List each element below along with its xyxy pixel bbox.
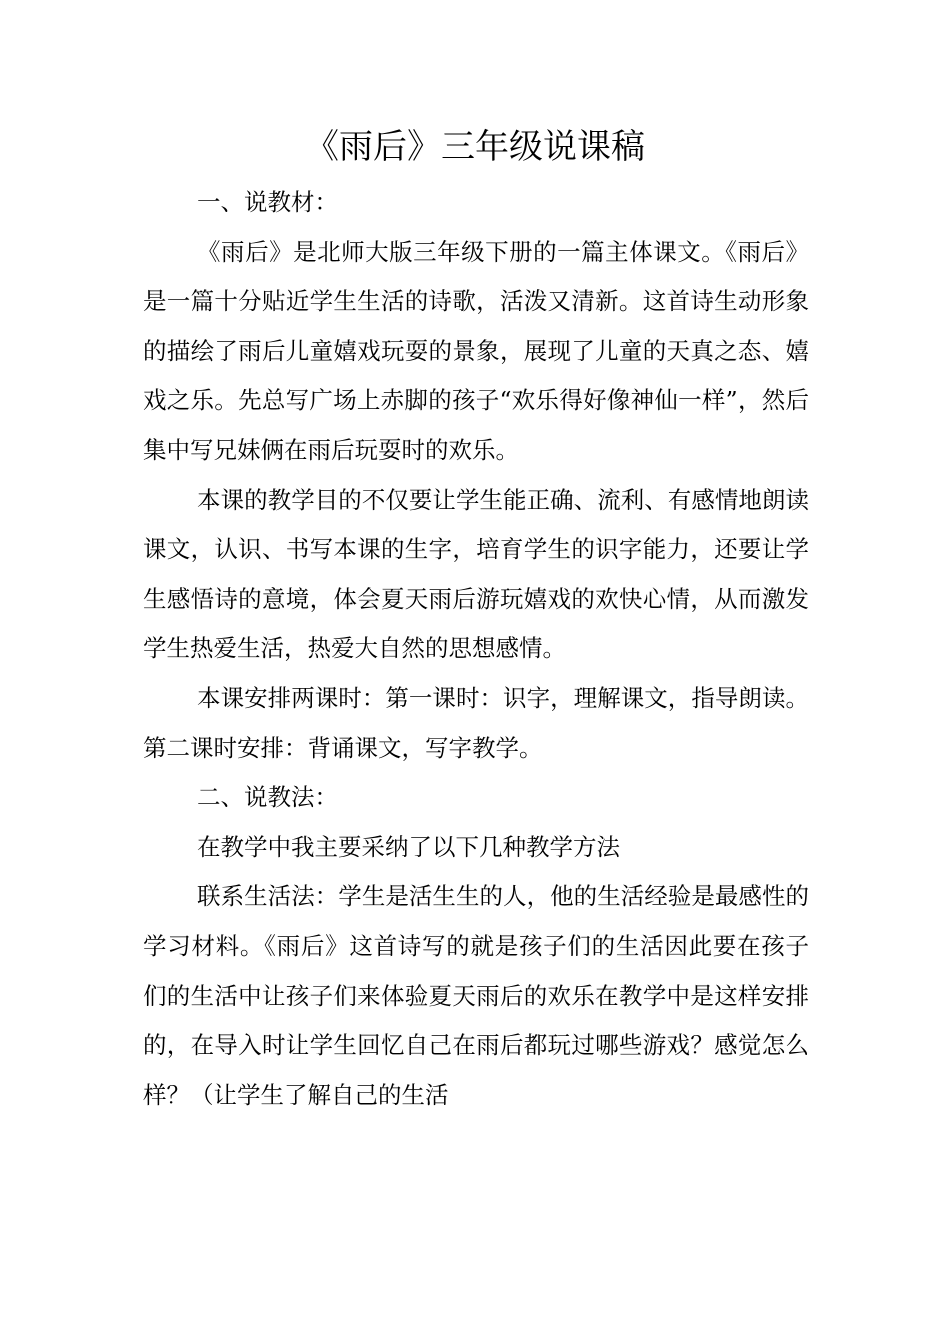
paragraph-text-intro: 《雨后》是北师大版三年级下册的一篇主体课文。《雨后》是一篇十分贴近学生生活的诗歌，活泼又清新。这首诗生动形象的描绘了雨后儿童嬉戏玩耍的景象，展现了儿童的天真之态、嬉戏之乐。先总写广场上赤脚的孩子“欢乐得好像神仙一样”，然后集中写兄妹俩在雨后玩耍时的欢乐。 (143, 237, 809, 464)
document-body (143, 178, 809, 1120)
paragraph-methods-intro: 在教学中我主要采纳了以下几种教学方法 (197, 832, 621, 861)
section-heading-teaching-material: 一、说教材： (197, 188, 339, 216)
section-heading-teaching-method: 二、说教法： (197, 783, 339, 812)
document-title: 《雨后》三年级说课稿 (305, 127, 645, 167)
paragraph-teaching-goals: 本课的教学目的不仅要让学生能正确、流利、有感情地朗读课文，认识、书写本课的生字，培育学生的识字能力，还要让学生感悟诗的意境，体会夏天雨后游玩嬉戏的欢快心情，从而激发学生热爱生活，热爱大自然的思想感情。 (143, 485, 809, 663)
paragraph-class-hours: 本课安排两课时：第一课时：识字，理解课文，指导朗读。第二课时安排：背诵课文，写字教学。 (143, 683, 809, 762)
paragraph-life-connection-method: 联系生活法：学生是活生生的人，他的生活经验是最感性的学习材料。《雨后》这首诗写的就是孩子们的生活因此要在孩子们的生活中让孩子们来体验夏天雨后的欢乐在教学中是这样安排的，在导入时让学生回忆自己在雨后都玩过哪些游戏？感觉怎么样？（让学生了解自己的生活 (143, 882, 809, 1109)
